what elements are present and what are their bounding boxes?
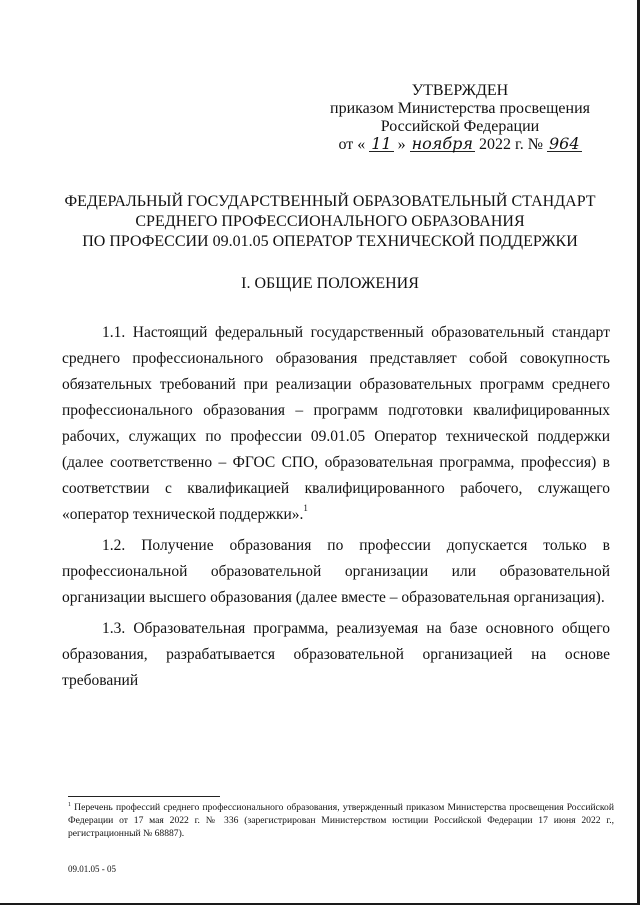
date-prefix: от « (338, 136, 366, 153)
paragraph-1-1-text: 1.1. Настоящий федеральный государственный образовательный стандарт среднего профессионального образования представляет собой совокупность обязательных требований при реализации образовательных программ среднего профессионального образования – программ подготовки квалифицированных рабочих, служащих по профессии 09.01.05 Оператор технической поддержки (далее соответственно – ФГОС СПО, образовательная программа, профессия) в соответствии с квалификацией квалифицированного рабочего, служащего «оператор технической поддержки». (62, 324, 610, 523)
date-mid: » (397, 136, 406, 153)
handwritten-day: 11 (371, 134, 392, 153)
date-year: 2022 г. № (478, 136, 543, 153)
footnote-text: Перечень профессий среднего профессионального образования, утвержденный приказом Министерства просвещения Российской Федерации от 17 мая 2022 г. № 336 (зарегистрирован Министерством юстиции Российской Федерации 17 июня 2022 г., регистрационный № 68887). (68, 802, 614, 839)
section-heading: I. ОБЩИЕ ПОЛОЖЕНИЯ (241, 275, 419, 292)
body-text (62, 320, 610, 699)
paragraph-1-1 (62, 320, 610, 528)
approval-date-line (330, 136, 590, 154)
handwritten-month: ноября (411, 134, 473, 153)
footnote-divider (68, 796, 220, 797)
paragraph-1-3: 1.3. Образовательная программа, реализуемая на базе основного общего образования, разрабатывается образовательной организацией на основе требований (62, 620, 610, 689)
document-title (60, 192, 600, 252)
title-line-3: ПО ПРОФЕССИИ 09.01.05 ОПЕРАТОР ТЕХНИЧЕСКОЙ ПОДДЕРЖКИ (82, 233, 578, 250)
approval-heading: УТВЕРЖДЕН (411, 82, 509, 99)
title-line-2: СРЕДНЕГО ПРОФЕССИОНАЛЬНОГО ОБРАЗОВАНИЯ (135, 213, 525, 230)
title-line-1: ФЕДЕРАЛЬНЫЙ ГОСУДАРСТВЕННЫЙ ОБРАЗОВАТЕЛЬНЫЙ СТАНДАРТ (64, 193, 596, 210)
approval-ministry-line: Российской Федерации (380, 118, 540, 135)
footnote-reference: 1 (303, 503, 308, 513)
footnote (68, 801, 614, 840)
document-code: 09.01.05 - 05 (68, 864, 116, 874)
paragraph-1-2: 1.2. Получение образования по профессии допускается только в профессиональной образовательной организации или образовательной организации высшего образования (далее вместе – образовательная организация). (62, 537, 610, 606)
footnote-marker: 1 (68, 802, 71, 808)
approval-order-line: приказом Министерства просвещения (330, 100, 590, 117)
handwritten-number: 964 (549, 134, 580, 153)
approval-block (330, 82, 590, 154)
